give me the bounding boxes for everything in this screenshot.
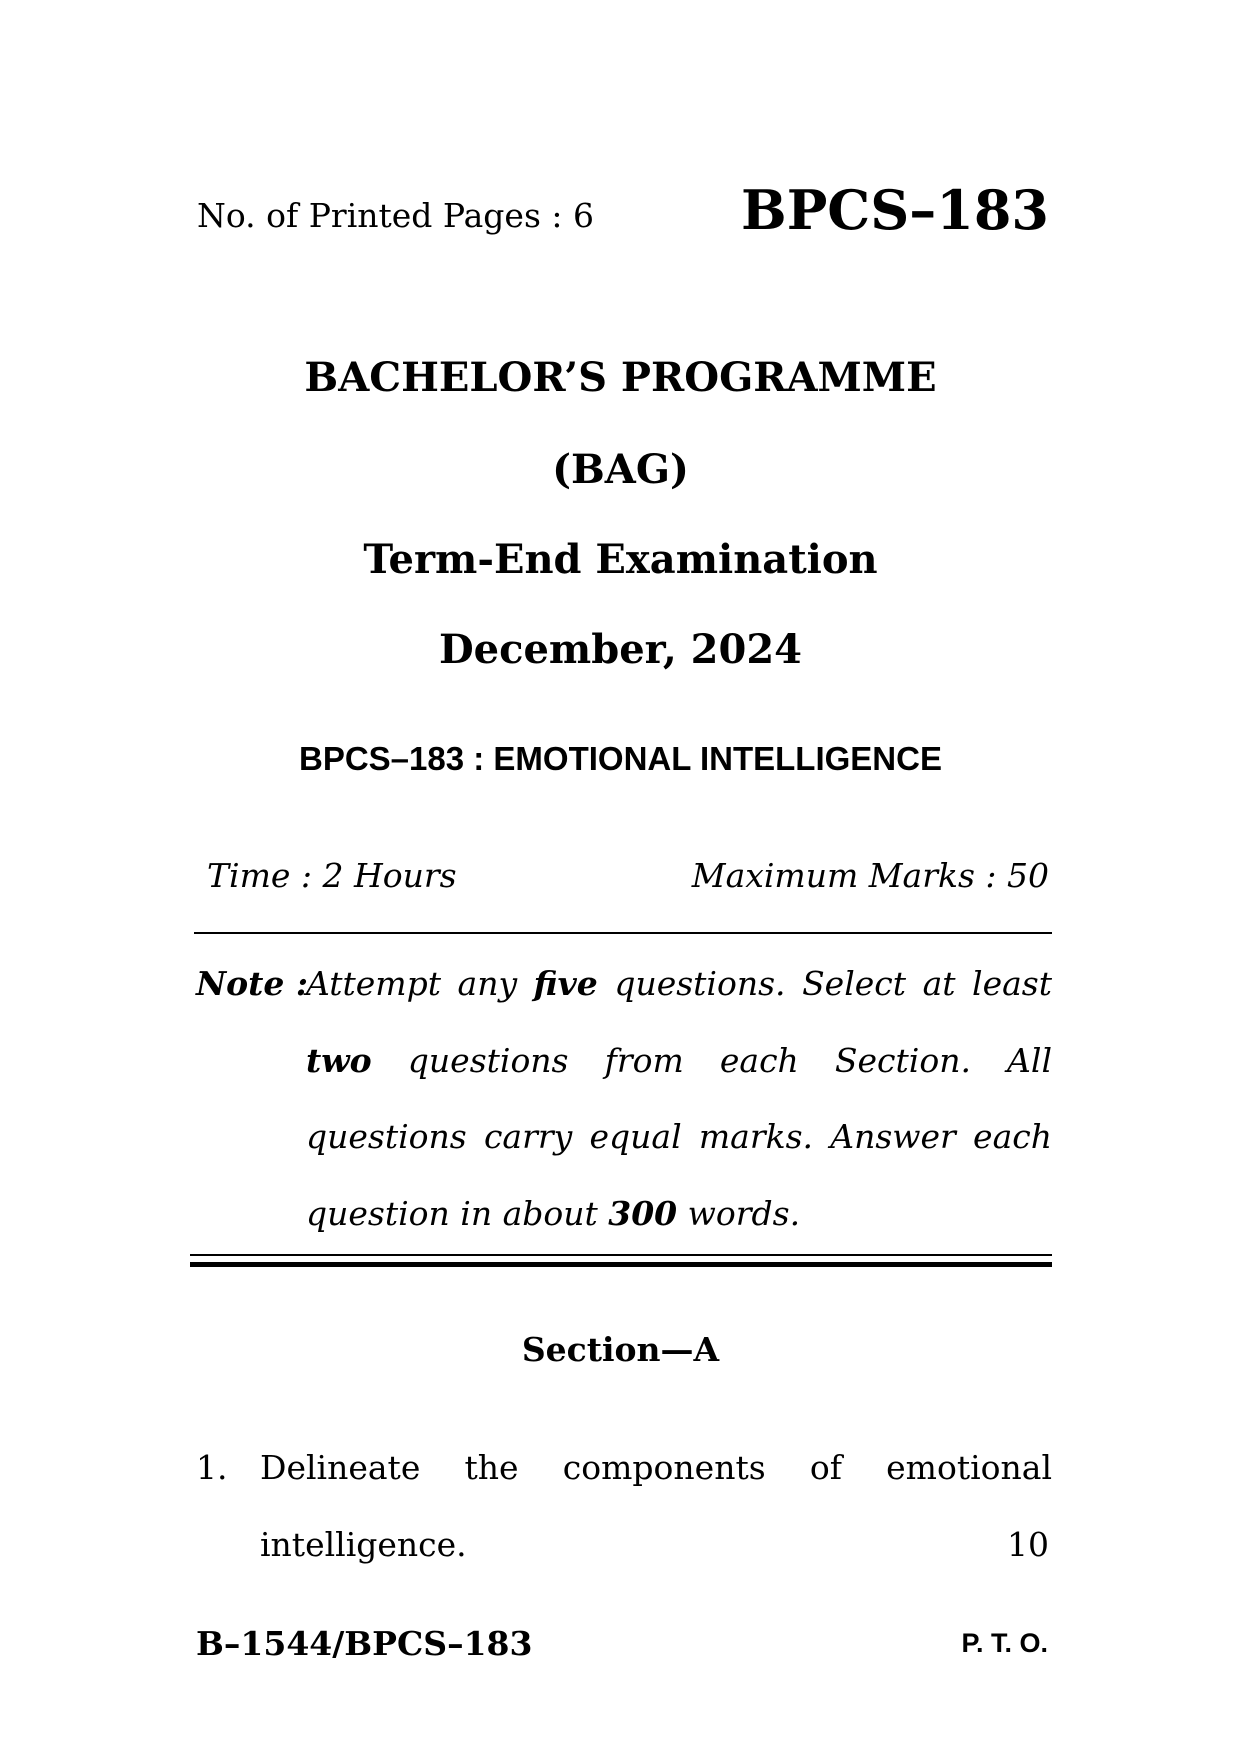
note-label: Note :: [196, 964, 309, 1003]
double-rule-top: [190, 1254, 1052, 1256]
course-code: BPCS–183: [741, 178, 1049, 242]
note-line-2: two questions from each Section. All: [306, 1041, 1052, 1080]
maximum-marks: Maximum Marks : 50: [691, 856, 1049, 895]
note-line-4: question in about 300 words.: [306, 1194, 801, 1233]
exam-date: December, 2024: [438, 626, 803, 673]
question-text-line-2: intelligence.: [260, 1525, 467, 1564]
section-heading: Section—A: [521, 1330, 720, 1369]
pto-label: P. T. O.: [961, 1628, 1048, 1658]
note-line-1: Attempt any five questions. Select at least: [306, 964, 1052, 1003]
paper-code-footer: B–1544/BPCS–183: [196, 1624, 533, 1663]
time-allowed: Time : 2 Hours: [207, 856, 457, 895]
question-text-line-1: Delineate the components of emotional: [260, 1448, 1052, 1487]
subject-title: BPCS–183 : EMOTIONAL INTELLIGENCE: [299, 740, 942, 777]
double-rule-bottom: [190, 1262, 1052, 1267]
exam-title: Term-End Examination: [363, 536, 878, 583]
programme-abbreviation: (BAG): [552, 446, 689, 493]
programme-title: BACHELOR’S PROGRAMME: [304, 354, 937, 401]
note-line-3: questions carry equal marks. Answer each: [306, 1117, 1052, 1156]
question-marks: 10: [1007, 1525, 1049, 1564]
question-number: 1.: [196, 1448, 228, 1487]
divider-rule: [194, 932, 1052, 934]
printed-pages-count: No. of Printed Pages : 6: [197, 196, 594, 235]
